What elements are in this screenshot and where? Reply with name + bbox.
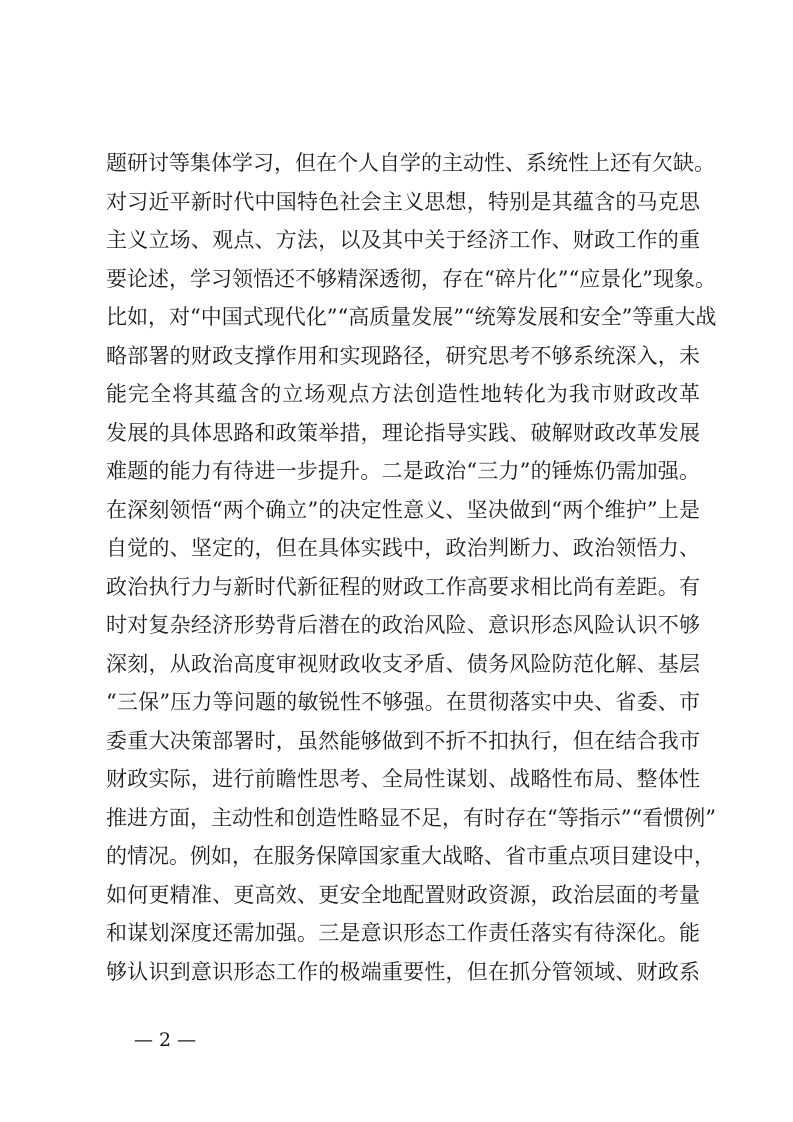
- text-line: 时对复杂经济形势背后潜在的政治风险、意识形态风险认识不够: [106, 613, 700, 637]
- text-line: 主义立场、观点、方法，以及其中关于经济工作、财政工作的重: [106, 228, 700, 252]
- text-line: 对习近平新时代中国特色社会主义思想，特别是其蕴含的马克思: [106, 189, 700, 214]
- text-line: 难题的能力有待进一步提升。二是政治“三力”的锤炼仍需加强。: [106, 459, 700, 483]
- text-line: 如何更精准、更高效、更安全地配置财政资源，政治层面的考量: [106, 882, 700, 907]
- text-line: 委重大决策部署时，虽然能够做到不折不扣执行，但在结合我市: [106, 728, 700, 753]
- text-line: 自觉的、坚定的，但在具体实践中，政治判断力、政治领悟力、: [106, 536, 700, 560]
- text-line: 发展的具体思路和政策举措，理论指导实践、破解财政改革发展: [106, 420, 700, 445]
- text-line: 题研讨等集体学习，但在个人自学的主动性、系统性上还有欠缺。: [106, 151, 715, 175]
- text-line: 略部署的财政支撑作用和实现路径，研究思考不够系统深入，未: [106, 343, 700, 368]
- text-line: 深刻，从政治高度审视财政收支矛盾、债务风险防范化解、基层: [106, 651, 700, 676]
- text-line: “三保”压力等问题的敏锐性不够强。在贯彻落实中央、省委、市: [106, 690, 700, 714]
- text-line: 和谋划深度还需加强。三是意识形态工作责任落实有待深化。能: [106, 921, 700, 945]
- text-line: 的情况。例如，在服务保障国家重大战略、省市重点项目建设中，: [106, 844, 715, 868]
- page-number: — 2 —: [134, 1029, 197, 1051]
- text-line: 比如，对“中国式现代化”“高质量发展”“统筹发展和安全”等重大战: [106, 305, 717, 329]
- text-line: 政治执行力与新时代新征程的财政工作高要求相比尚有差距。有: [106, 574, 700, 599]
- text-line: 在深刻领悟“两个确立”的决定性意义、坚决做到“两个维护”上是: [106, 497, 700, 522]
- body-text: [106, 144, 717, 991]
- text-line: 财政实际，进行前瞻性思考、全局性谋划、战略性布局、整体性: [106, 767, 700, 791]
- text-line: 能完全将其蕴含的立场观点方法创造性地转化为我市财政改革: [106, 382, 700, 406]
- text-line: 推进方面，主动性和创造性略显不足，有时存在“等指示”“看惯例”: [106, 805, 716, 830]
- text-line: 要论述，学习领悟还不够精深透彻，存在“碎片化”“应景化”现象。: [106, 266, 716, 291]
- text-line: 够认识到意识形态工作的极端重要性，但在抓分管领域、财政系: [106, 959, 700, 984]
